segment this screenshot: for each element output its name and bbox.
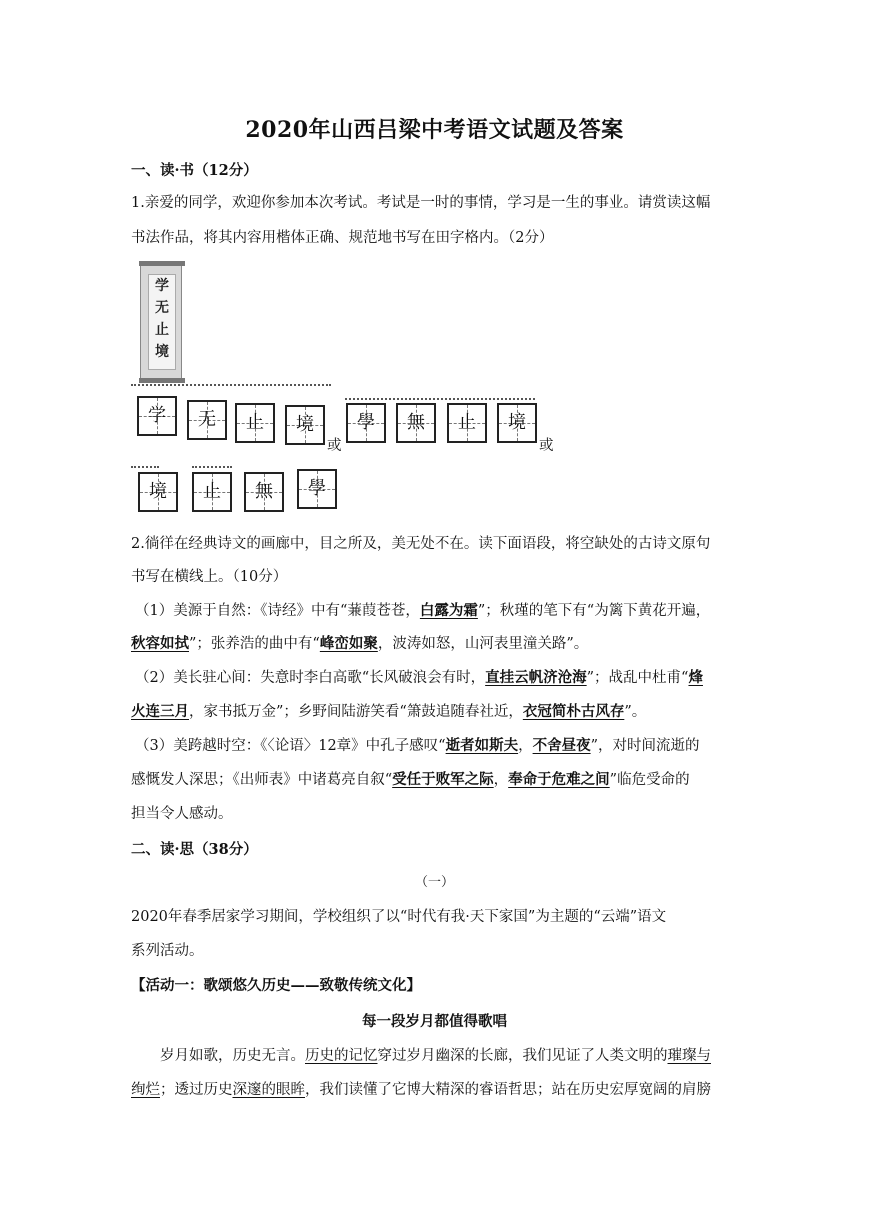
text-span: ，波涛如怒，山河表里潼关路”。 xyxy=(377,636,589,652)
tianzige-cell xyxy=(396,403,436,443)
tianzige-cell xyxy=(297,469,337,509)
grid-char: 止 xyxy=(458,412,476,433)
answer-text: 白露为霜 xyxy=(419,602,478,619)
grid-char: 無 xyxy=(255,481,273,502)
text-span: ，家书抵万金”；乡野间陆游笑看“箫鼓追随春社近， xyxy=(189,704,523,720)
answer-text: 受任于败军之际 xyxy=(392,771,494,788)
q2-para-1-line-2 xyxy=(131,633,588,655)
text-span: ；透过历史 xyxy=(160,1082,233,1098)
tianzige-cell xyxy=(447,403,487,443)
intro-line-2: 系列活动。 xyxy=(131,943,204,959)
q2-para-3-line-3: 担当令人感动。 xyxy=(131,806,233,822)
grid-char: 止 xyxy=(203,481,221,502)
scroll-char: 境 xyxy=(155,344,169,360)
answer-text: 烽 xyxy=(688,669,703,686)
tianzige-cell xyxy=(137,396,177,436)
activity-heading: 【活动一：歌颂悠久历史——致敬传统文化】 xyxy=(131,977,421,994)
tianzige-cell xyxy=(244,472,284,512)
text-span: 岁月如歌，历史无言。 xyxy=(160,1048,305,1064)
scroll-char: 止 xyxy=(155,322,169,338)
grid-char: 境 xyxy=(296,414,314,435)
dotted-rule xyxy=(192,466,232,468)
answer-text: 直挂云帆济沧海 xyxy=(485,669,587,686)
grid-char: 境 xyxy=(149,481,167,502)
q1-line-2: 书法作品，将其内容用楷体正确、规范地书写在田字格内。（2分） xyxy=(131,230,554,246)
grid-char: 无 xyxy=(198,409,216,430)
grid-char: 境 xyxy=(508,412,526,433)
underlined-text: 历史的记忆 xyxy=(305,1048,378,1064)
answer-text: 逝者如斯夫 xyxy=(445,737,519,754)
q2-line-1: 2.徜徉在经典诗文的画廊中，目之所及，美无处不在。读下面语段，将空缺处的古诗文原句 xyxy=(131,536,711,552)
tianzige-cell xyxy=(285,405,325,445)
text-span: 感慨发人深思；《出师表》中诸葛亮自叙“ xyxy=(131,772,393,788)
text-span: ，我们读懂了它博大精深的睿语哲思；站在历史宏厚宽阔的肩膀 xyxy=(305,1082,711,1098)
text-span: ， xyxy=(493,772,509,788)
answer-text: 衣冠简朴古风存 xyxy=(522,703,625,720)
text-span: ”；张养浩的曲中有“ xyxy=(189,636,320,652)
text-span: （1）美源于自然：《诗经》中有“蒹葭苍苍， xyxy=(135,603,420,619)
text-span: ”；战乱中杜甫“ xyxy=(586,670,689,686)
page-title: 2020年山西吕梁中考语文试题及答案 xyxy=(245,117,624,143)
text-span: ， xyxy=(518,738,533,754)
q2-para-2-line-2 xyxy=(131,701,646,723)
grid-char: 止 xyxy=(246,412,264,433)
answer-text: 不舍昼夜 xyxy=(532,737,591,754)
answer-text: 奉命于危难之间 xyxy=(508,771,610,788)
q1-line-1: 1.亲爱的同学，欢迎你参加本次考试。考试是一时的事情，学习是一生的事业。请赏读这幅 xyxy=(131,195,711,211)
article-line-2 xyxy=(131,1079,711,1101)
answer-text: 火连三月 xyxy=(131,703,189,720)
tianzige-cell xyxy=(187,400,227,440)
q2-para-2-line-1 xyxy=(135,667,703,689)
or-label: 或 xyxy=(327,438,342,454)
grid-char: 無 xyxy=(407,412,425,433)
q2-para-3-line-2 xyxy=(131,769,690,791)
text-span: ”，对时间流逝的 xyxy=(590,738,700,754)
text-span: 穿过岁月幽深的长廊，我们见证了人类文明的 xyxy=(377,1048,668,1064)
scroll-char: 学 xyxy=(155,278,169,294)
scroll-char: 无 xyxy=(155,300,169,316)
dotted-rule xyxy=(345,398,535,400)
section-heading-2: 二、读·思（38分） xyxy=(131,841,258,858)
text-span: （3）美跨越时空：《〈论语〉12章》中孔子感叹“ xyxy=(135,738,446,754)
answer-text: 峰峦如聚 xyxy=(319,635,378,652)
tianzige-cell xyxy=(192,472,232,512)
tianzige-cell xyxy=(497,403,537,443)
dotted-rule xyxy=(131,384,331,386)
text-span: ”；秋瑾的笔下有“为篱下黄花开遍， xyxy=(477,603,711,619)
answer-text: 秋容如拭 xyxy=(131,635,189,652)
text-span: ”。 xyxy=(624,704,647,720)
or-label: 或 xyxy=(539,438,554,454)
q2-para-1-line-1 xyxy=(135,600,710,622)
calligraphy-scroll-image xyxy=(140,263,182,381)
part-number: （一） xyxy=(414,875,454,890)
dotted-rule xyxy=(131,466,159,468)
section-heading-1: 一、读·书（12分） xyxy=(131,162,258,179)
underlined-text: 绚烂 xyxy=(131,1082,160,1098)
grid-char: 學 xyxy=(308,478,326,499)
grid-char: 學 xyxy=(357,412,375,433)
tianzige-cell xyxy=(346,403,386,443)
text-span: ”临危受命的 xyxy=(609,772,690,788)
underlined-text: 深邃的眼眸 xyxy=(232,1082,305,1098)
text-span: （2）美长驻心间：失意时李白高歌“长风破浪会有时， xyxy=(135,670,486,686)
underlined-text: 璀璨与 xyxy=(667,1048,711,1064)
q2-line-2: 书写在横线上。（10分） xyxy=(131,569,288,585)
article-line-1 xyxy=(160,1045,711,1067)
grid-char: 学 xyxy=(148,405,166,426)
tianzige-cell xyxy=(138,472,178,512)
intro-line-1: 2020年春季居家学习期间，学校组织了以“时代有我·天下家国”为主题的“云端”语文 xyxy=(131,909,667,925)
q2-para-3-line-1 xyxy=(135,735,700,757)
article-title: 每一段岁月都值得歌唱 xyxy=(362,1013,507,1030)
tianzige-cell xyxy=(235,403,275,443)
